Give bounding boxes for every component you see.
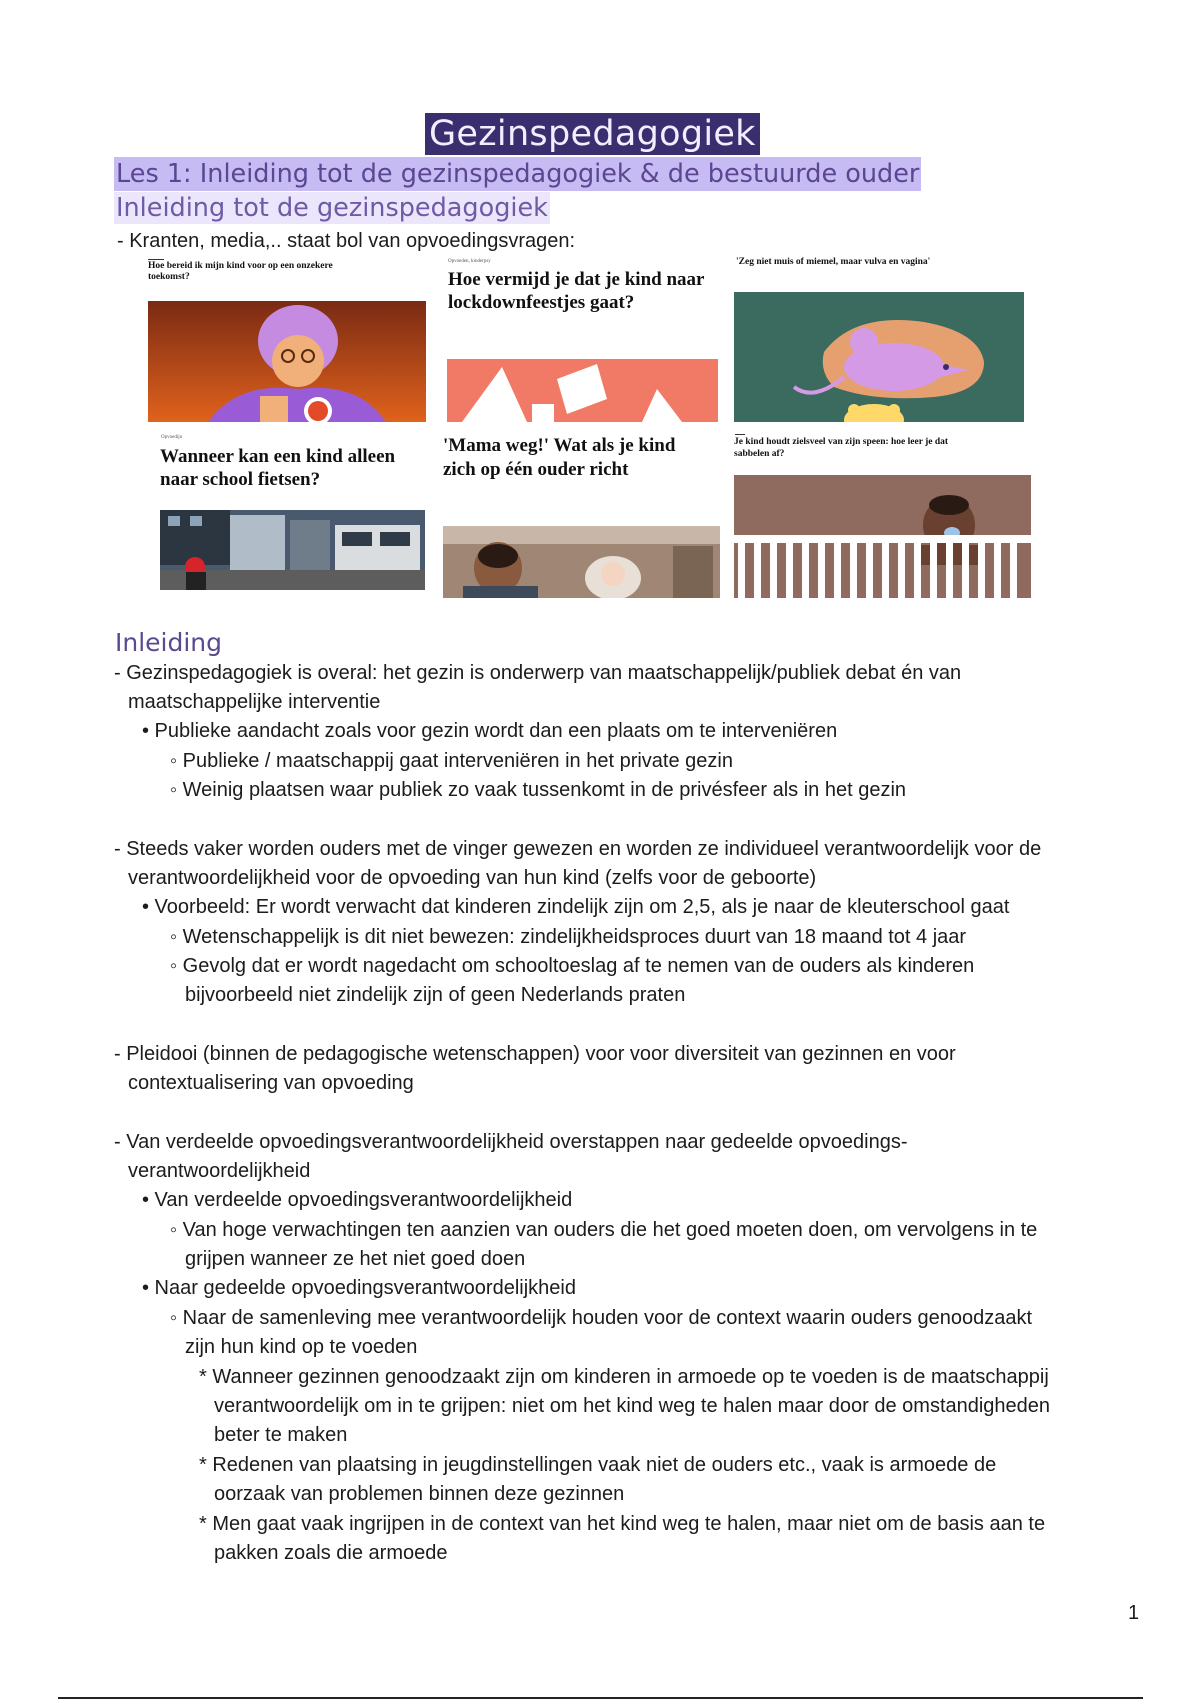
article-headline-5: 'Mama weg!' Wat als je kind zich op één ouder richt [443,435,676,480]
text-line: - Steeds vaker worden ouders met de vinger gewezen en worden ze individueel verantwoordelijk voor de [114,838,1042,860]
article-headline-3: 'Zeg niet muis of miemel, maar vulva en vagina' [736,257,931,267]
footer-divider [58,1697,1143,1699]
text-line: - Van verdeelde opvoedingsverantwoordelijkheid overstappen naar gedeelde opvoedings- [114,1131,908,1153]
article-headline-2: Hoe vermijd je dat je kind naar lockdownfeestjes gaat? [448,269,705,313]
text-line: contextualisering van opvoeding [128,1072,414,1094]
text-line: * Men gaat vaak ingrijpen in de context van het kind weg te halen, maar niet om de basis aan te [199,1513,1046,1535]
text-line: ◦ Van hoge verwachtingen ten aanzien van ouders die het goed moeten doen, om vervolgens in te [170,1219,1038,1241]
text-line: zijn hun kind op te voeden [185,1336,418,1358]
text-line: oorzaak van problemen binnen deze gezinnen [214,1483,625,1505]
text-line: * Redenen van plaatsing in jeugdinstellingen vaak niet de ouders etc., vaak is armoede de [199,1454,997,1476]
text-line: verantwoordelijkheid [128,1160,311,1182]
article-kicker-4: Opvoedijn [161,435,183,440]
intro-line: - Kranten, media,.. staat bol van opvoedingsvragen: [117,230,576,252]
text-line: - Pleidooi (binnen de pedagogische wetenschappen) voor voor diversiteit van gezinnen en voor [114,1043,956,1065]
text-line: grijpen wanneer ze het niet goed doen [185,1248,526,1270]
text-line: ◦ Wetenschappelijk is dit niet bewezen: zindelijkheidsproces duurt van 18 maand tot 4 jaar [170,926,967,948]
article-headline-4: Wanneer kan een kind alleen naar school fietsen? [160,446,396,490]
document-title: Gezinspedagogiek [425,113,760,155]
lesson-heading: Les 1: Inleiding tot de gezinspedagogiek & de bestuurde ouder [116,159,920,189]
text-line: • Publieke aandacht zoals voor gezin wordt dan een plaats om te interveniëren [142,720,838,742]
text-line: * Wanneer gezinnen genoodzaakt zijn om kinderen in armoede op te voeden is de maatschappij [199,1366,1049,1388]
article-card-1 [145,256,427,424]
article-headline-1: Hoe bereid ik mijn kind voor op een onzekere toekomst? [148,261,333,282]
text-line: ◦ Publieke / maatschappij gaat interveniëren in het private gezin [170,750,733,772]
text-line: verantwoordelijk om in te grijpen: niet om het kind weg te halen maar door de omstandigheden [214,1395,1051,1417]
article-card-3 [734,256,1026,424]
party-illustration [447,359,718,422]
section-heading: Inleiding tot de gezinspedagogiek [116,193,548,223]
text-line: ◦ Gevolg dat er wordt nagedacht om schooltoeslag af te nemen van de ouders als kinderen [170,955,975,977]
text-line: • Naar gedeelde opvoedingsverantwoordelijkheid [142,1277,576,1299]
street-photo [160,510,425,590]
text-line: - Gezinspedagogiek is overal: het gezin is onderwerp van maatschappelijk/publiek debat én van [114,662,962,684]
text-line: maatschappelijke interventie [128,691,381,713]
mouse-illustration [734,292,1024,422]
text-line: ◦ Weinig plaatsen waar publiek zo vaak tussenkomt in de privésfeer als in het gezin [170,779,907,801]
baby-crib-photo [734,475,1031,598]
family-photo [443,526,720,598]
article-card-6 [734,434,1031,598]
article-card-2 [445,256,720,424]
grandmother-illustration [148,301,426,422]
text-line: • Voorbeeld: Er wordt verwacht dat kinderen zindelijk zijn om 2,5, als je naar de kleuterschool gaat [142,896,1010,918]
inleiding-heading: Inleiding [115,628,223,657]
text-line: • Van verdeelde opvoedingsverantwoordelijkheid [142,1189,573,1211]
article-kicker-2: Opvoeden, kinderpsy [448,259,491,264]
article-card-4 [160,434,427,590]
text-line: beter te maken [214,1424,348,1446]
page-number: 1 [1128,1602,1140,1624]
article-card-5 [443,432,720,598]
text-line: ◦ Naar de samenleving mee verantwoordelijk houden voor de context waarin ouders genoodzaakt [170,1307,1033,1329]
text-line: verantwoordelijkheid voor de opvoeding van hun kind (zelfs voor de geboorte) [128,867,817,889]
text-line: pakken zoals die armoede [214,1542,448,1564]
text-line: bijvoorbeeld niet zindelijk zijn of geen Nederlands praten [185,984,686,1006]
article-headline-6: Je kind houdt zielsveel van zijn speen: hoe leer je dat sabbelen af? [734,437,949,459]
